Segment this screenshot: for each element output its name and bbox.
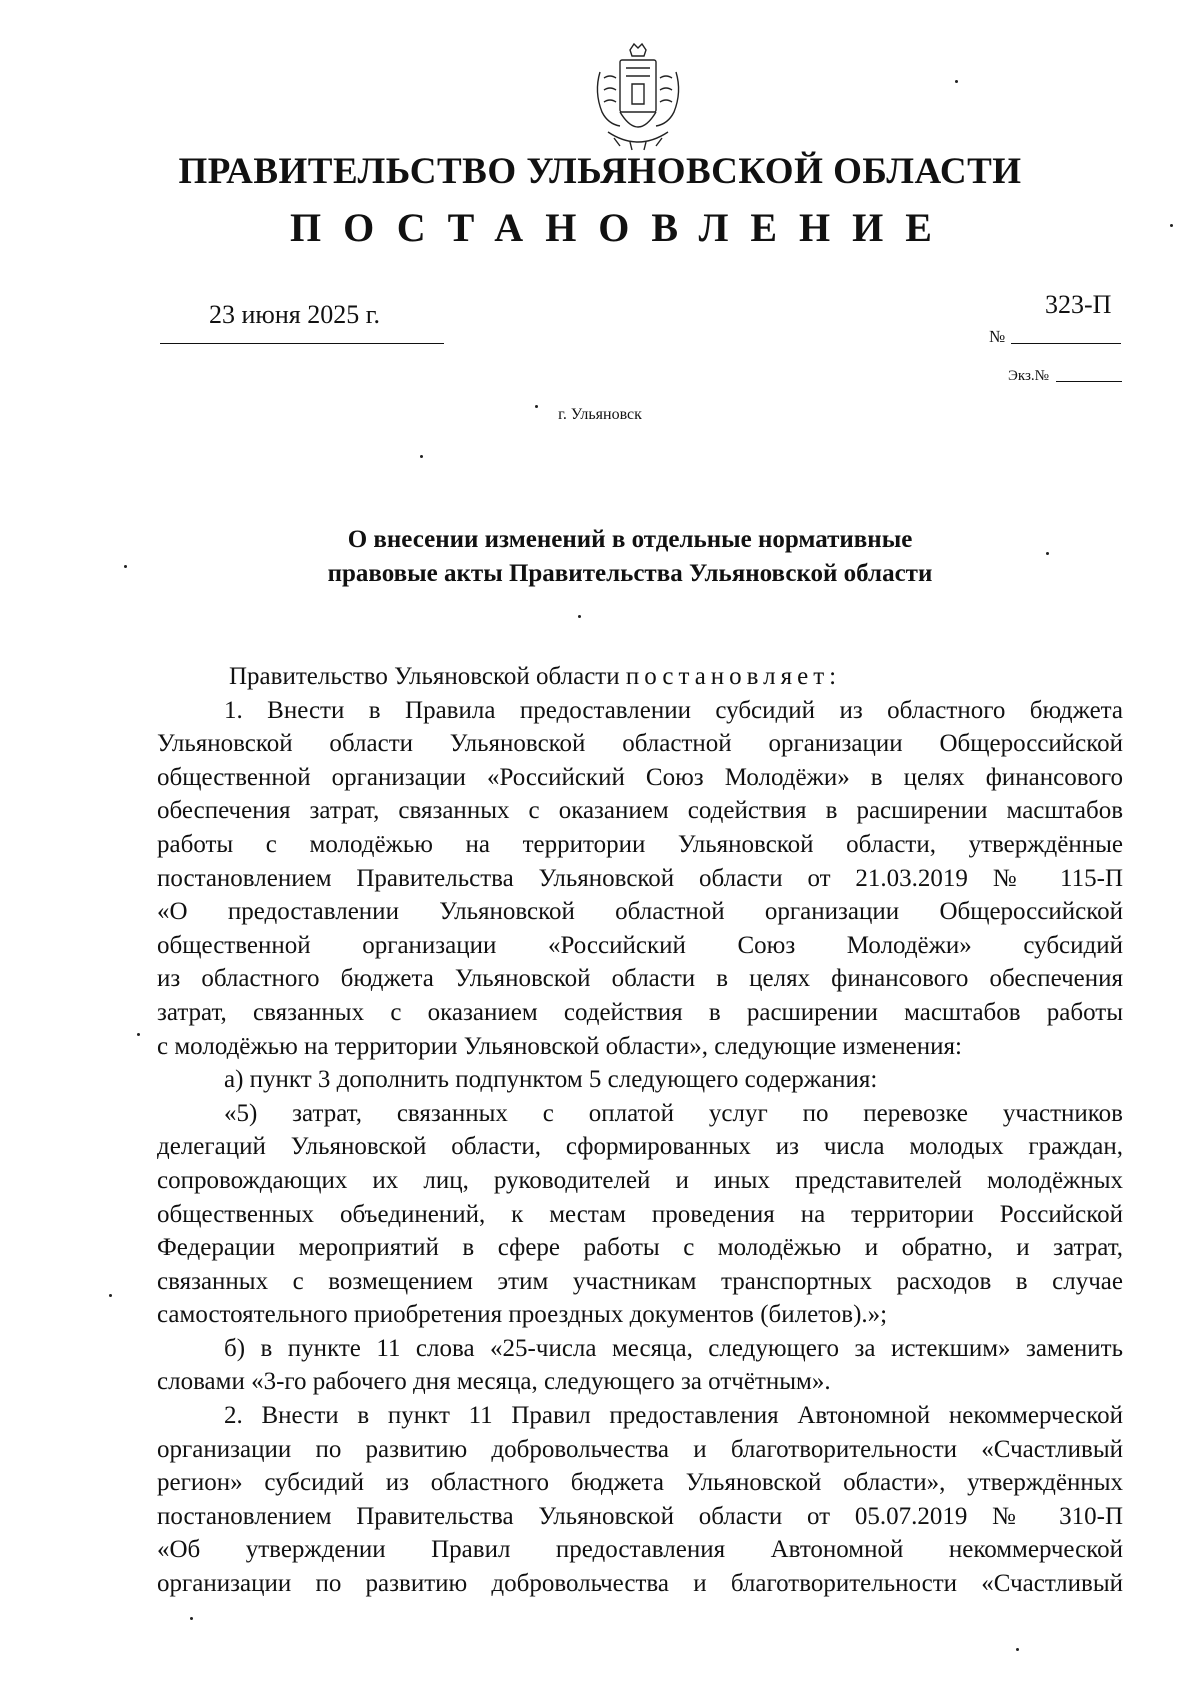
paragraph-line: работы с молодёжью на территории Ульяновской области, утверждённые: [157, 830, 1123, 858]
quote-line: связанных с возмещением этим участникам транспортных расходов в случае: [157, 1267, 1123, 1295]
document-type-title: ПОСТАНОВЛЕНИЕ: [290, 205, 954, 250]
paragraph-line: из областного бюджета Ульяновской области в целях финансового обеспечения: [157, 965, 1123, 993]
paragraph-line: общественной организации «Российский Союз Молодёжи» субсидий: [157, 931, 1123, 959]
paragraph-line: словами «3-го рабочего дня месяца, следующего за отчётным».: [157, 1368, 831, 1396]
intro-keyword: постановляет:: [625, 663, 842, 690]
subject-line: О внесении изменений в отдельные нормативные: [347, 526, 913, 553]
scan-speck: [578, 615, 581, 618]
subject-line: правовые акты Правительства Ульяновской области: [327, 560, 933, 587]
paragraph-line: общественной организации «Российский Союз Молодёжи» в целях финансового: [157, 763, 1123, 791]
quote-line: «5) затрат, связанных с оплатой услуг по перевозке участников: [224, 1099, 1123, 1127]
paragraph-line: б) в пункте 11 слова «25-числа месяца, следующего за истекшим» заменить: [224, 1334, 1123, 1362]
paragraph-line: постановлением Правительства Ульяновской области от 21.03.2019 № 115-П: [157, 864, 1123, 892]
scan-speck: [190, 1617, 193, 1620]
paragraph-line: регион» субсидий из областного бюджета Ульяновской области», утверждённых: [157, 1469, 1123, 1497]
quote-line: сопровождающих их лиц, руководителей и иных представителей молодёжных: [157, 1166, 1123, 1194]
paragraph-line: организации по развитию добровольчества и благотворительности «Счастливый: [157, 1570, 1123, 1598]
document-body: [157, 660, 1123, 1601]
number-underline: [1011, 343, 1121, 344]
scan-speck: [137, 1033, 140, 1036]
government-title: ПРАВИТЕЛЬСТВО УЛЬЯНОВСКОЙ ОБЛАСТИ: [178, 151, 1022, 192]
paragraph-line: «О предоставлении Ульяновской областной организации Общероссийской: [157, 898, 1123, 926]
quote-line: самостоятельного приобретения проездных документов (билетов).»;: [157, 1301, 888, 1329]
number-label: №: [989, 327, 1006, 346]
scan-speck: [109, 1294, 112, 1297]
coat-of-arms-emblem: [590, 42, 686, 154]
paragraph-line: 1. Внести в Правила предоставлении субсидий из областного бюджета: [224, 696, 1123, 724]
scan-speck: [1016, 1648, 1019, 1651]
city-label: г. Ульяновск: [558, 406, 642, 423]
paragraph-line: с молодёжью на территории Ульяновской области», следующие изменения:: [157, 1032, 962, 1060]
paragraph-line: обеспечения затрат, связанных с оказанием содействия в расширении масштабов: [157, 797, 1123, 825]
document-date: 23 июня 2025 г.: [209, 300, 380, 329]
scan-speck: [1046, 552, 1049, 555]
document-subject: [200, 523, 1060, 591]
paragraph-line: 2. Внести в пункт 11 Правил предоставления Автономной некоммерческой: [224, 1402, 1123, 1430]
quote-line: делегаций Ульяновской области, сформированных из числа молодых граждан,: [157, 1133, 1123, 1161]
scan-speck: [420, 455, 423, 458]
paragraph-line: организации по развитию добровольчества и благотворительности «Счастливый: [157, 1435, 1123, 1463]
paragraph-line: Ульяновской области Ульяновской областной организации Общероссийской: [157, 730, 1123, 758]
scan-speck: [955, 80, 958, 83]
paragraph-line: «Об утверждении Правил предоставления Автономной некоммерческой: [157, 1536, 1123, 1564]
date-underline: [160, 343, 444, 344]
document-number: 323-П: [1045, 290, 1112, 319]
copy-number-underline: [1056, 381, 1122, 382]
quote-line: общественных объединений, к местам проведения на территории Российской: [157, 1200, 1123, 1228]
intro-text: Правительство Ульяновской области: [229, 663, 620, 690]
quote-line: Федерации мероприятий в сфере работы с молодёжью и обратно, и затрат,: [157, 1234, 1123, 1262]
paragraph-line: затрат, связанных с оказанием содействия в расширении масштабов работы: [157, 998, 1123, 1026]
copy-number-label: Экз.№: [1008, 368, 1049, 384]
scan-speck: [1170, 224, 1173, 227]
scan-speck: [535, 405, 538, 408]
paragraph-line: а) пункт 3 дополнить подпунктом 5 следующего содержания:: [224, 1066, 878, 1094]
scan-speck: [124, 565, 127, 568]
paragraph-line: постановлением Правительства Ульяновской области от 05.07.2019 № 310-П: [157, 1502, 1123, 1530]
intro-line: [157, 660, 1123, 694]
